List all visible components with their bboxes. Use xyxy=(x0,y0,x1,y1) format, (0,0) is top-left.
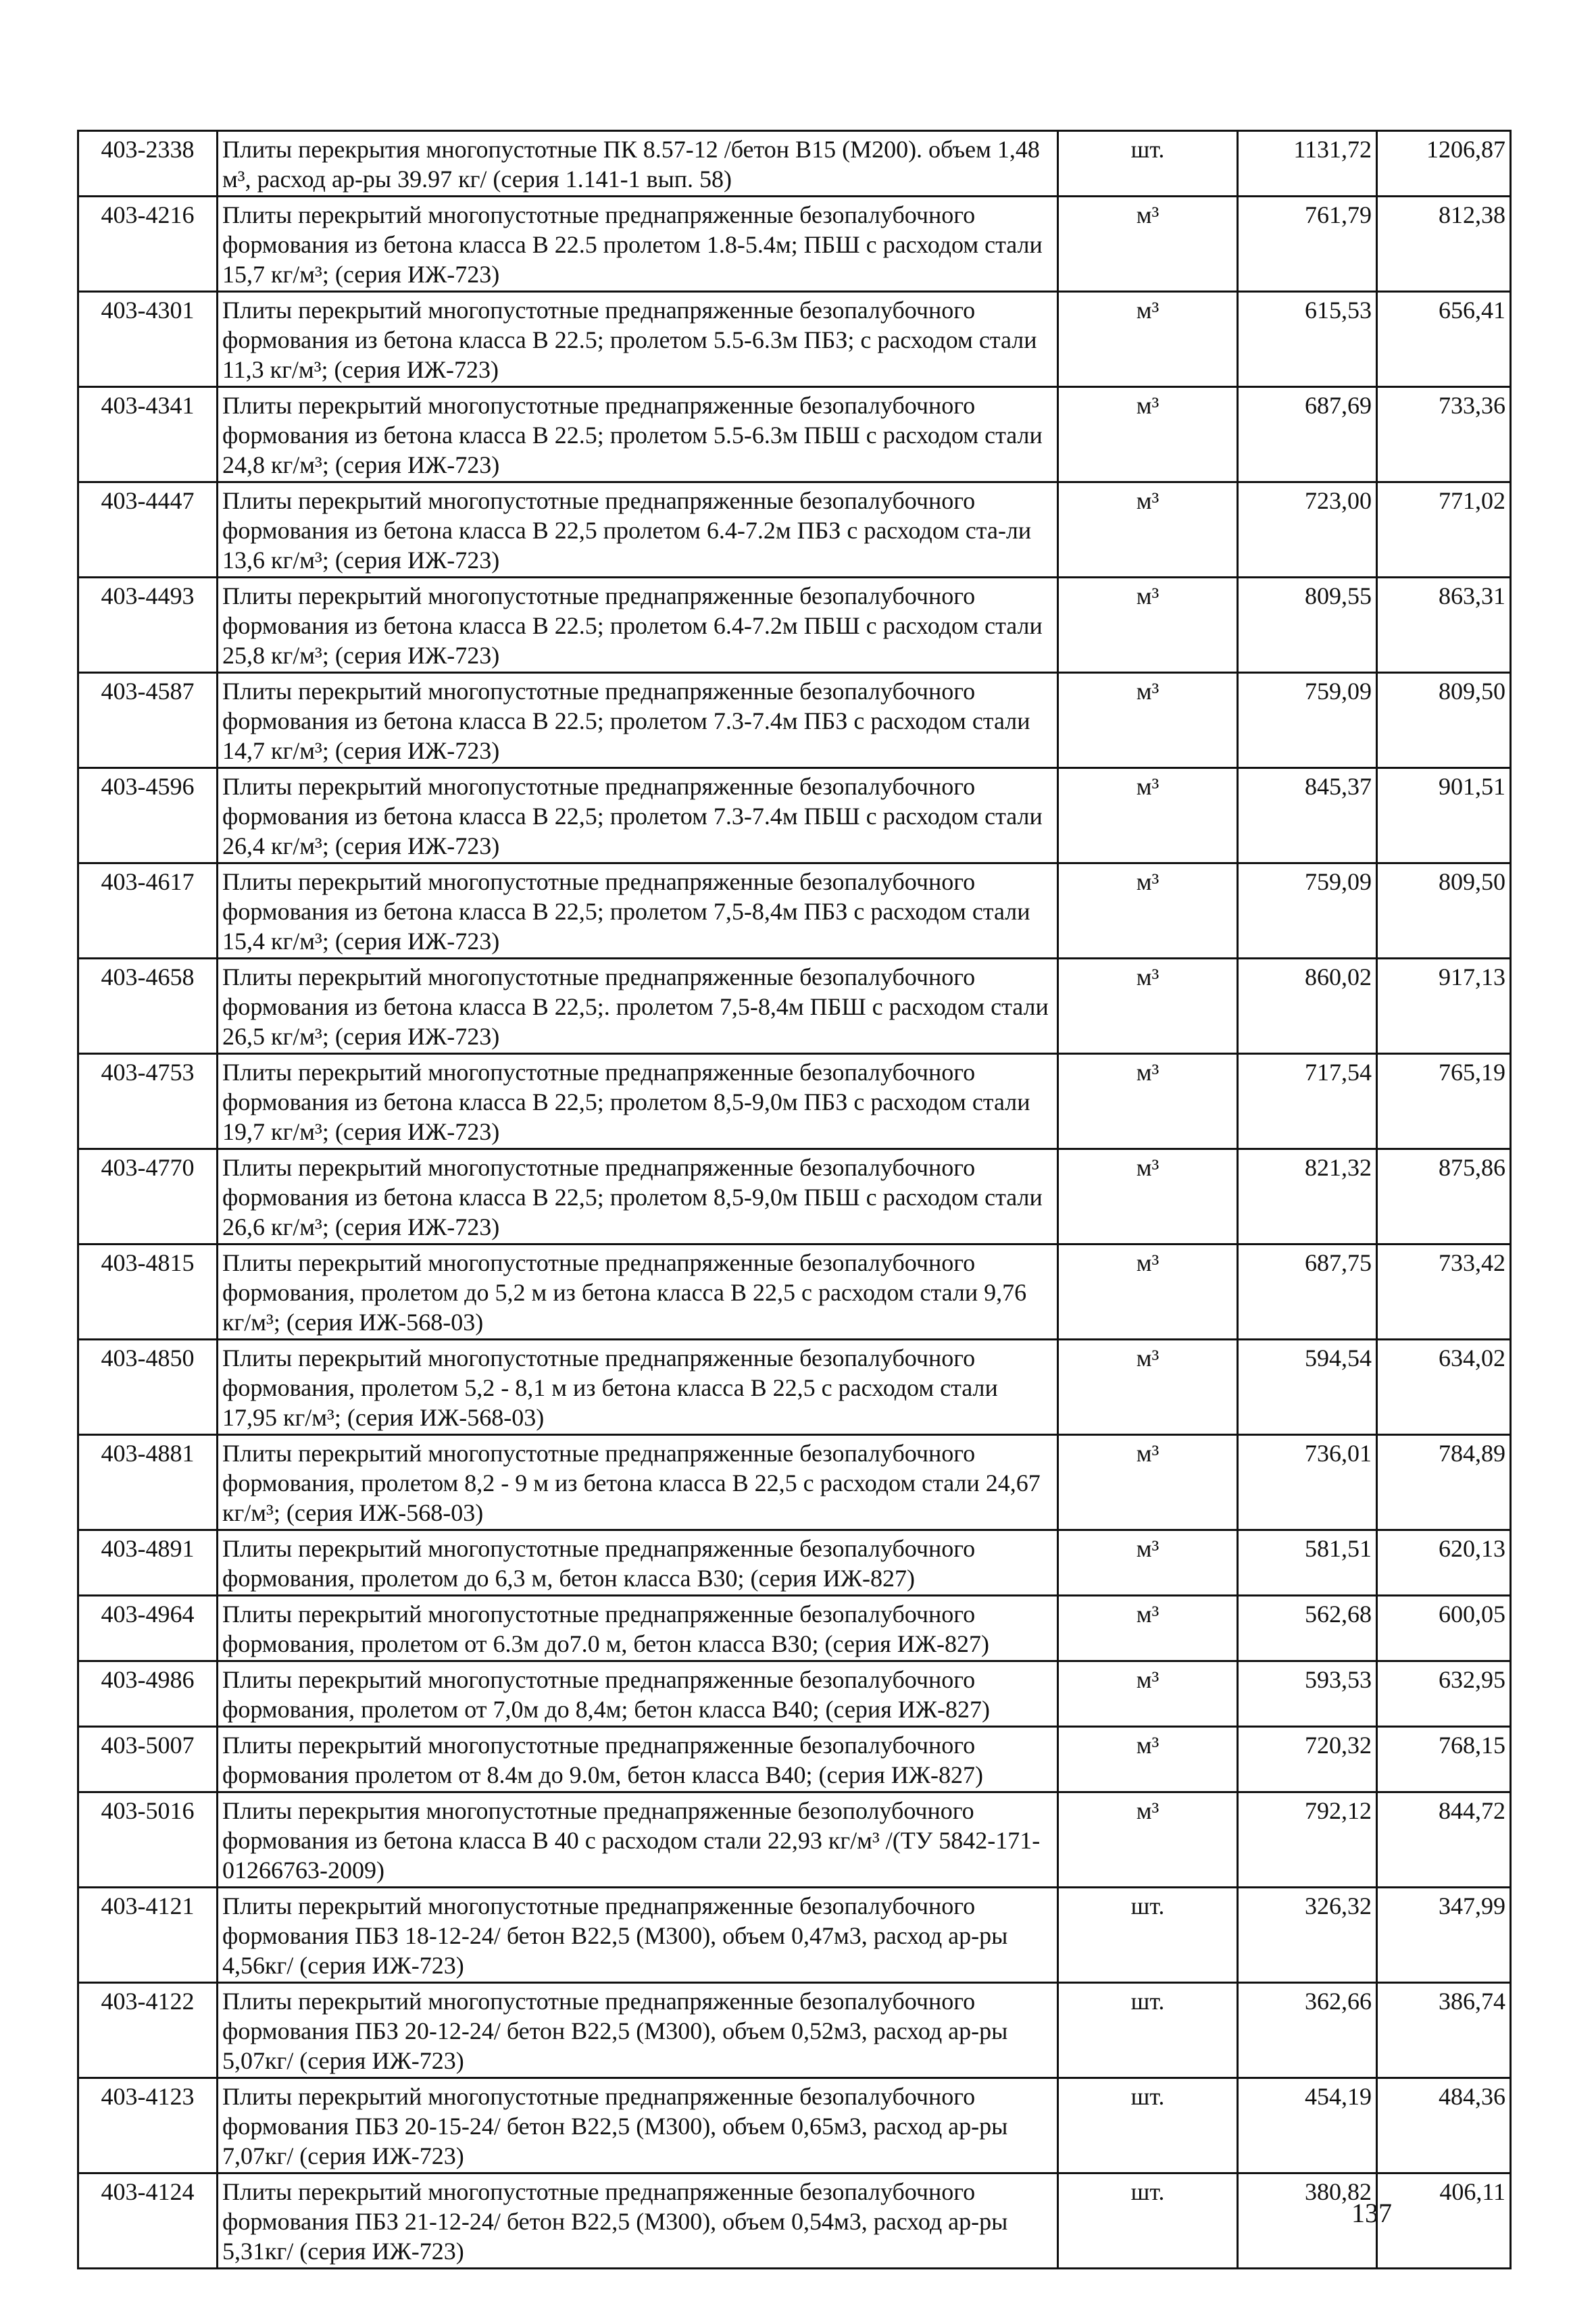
price-table xyxy=(77,130,1512,2269)
table-row xyxy=(78,387,1511,482)
item-price-1: 809,55 xyxy=(1238,578,1377,673)
item-description: Плиты перекрытий многопустотные преднапряженные безопалубочного формования из бетона класса В 22,5; пролетом 8,5-9,0м ПБЗ с расходом стали 19,7 кг/м³; (серия ИЖ-723) xyxy=(218,1054,1058,1149)
table-row xyxy=(78,1340,1511,1435)
item-description: Плиты перекрытий многопустотные преднапряженные безопалубочного формования, пролетом 8,2 - 9 м из бетона класса В 22,5 с расходом стали 24,67 кг/м³; (серия ИЖ-568-03) xyxy=(218,1435,1058,1530)
item-price-1: 759,09 xyxy=(1238,863,1377,959)
item-code: 403-4881 xyxy=(78,1435,218,1530)
item-description: Плиты перекрытий многопустотные преднапряженные безопалубочного формования, пролетом 5,2 - 8,1 м из бетона класса В 22,5 с расходом стали 17,95 кг/м³; (серия ИЖ-568-03) xyxy=(218,1340,1058,1435)
item-description: Плиты перекрытий многопустотные преднапряженные безопалубочного формования из бетона класса В 22.5 пролетом 1.8-5.4м; ПБШ с расходом стали 15,7 кг/м³; (серия ИЖ-723) xyxy=(218,197,1058,292)
item-price-2: 386,74 xyxy=(1377,1983,1511,2078)
item-code: 403-4123 xyxy=(78,2078,218,2173)
item-price-2: 771,02 xyxy=(1377,482,1511,578)
item-code: 403-4216 xyxy=(78,197,218,292)
table-row xyxy=(78,1888,1511,1983)
item-unit: м³ xyxy=(1058,387,1238,482)
item-price-1: 761,79 xyxy=(1238,197,1377,292)
item-code: 403-4493 xyxy=(78,578,218,673)
item-unit: шт. xyxy=(1058,1888,1238,1983)
table-row xyxy=(78,578,1511,673)
item-price-1: 687,75 xyxy=(1238,1244,1377,1340)
item-price-1: 687,69 xyxy=(1238,387,1377,482)
item-price-2: 1206,87 xyxy=(1377,131,1511,197)
item-unit: м³ xyxy=(1058,673,1238,768)
item-unit: шт. xyxy=(1058,2078,1238,2173)
page-number: 137 xyxy=(1351,2198,1392,2228)
item-price-1: 759,09 xyxy=(1238,673,1377,768)
item-price-2: 768,15 xyxy=(1377,1727,1511,1792)
table-row xyxy=(78,1530,1511,1596)
item-price-1: 736,01 xyxy=(1238,1435,1377,1530)
item-unit: м³ xyxy=(1058,768,1238,863)
table-row xyxy=(78,1435,1511,1530)
item-price-2: 784,89 xyxy=(1377,1435,1511,1530)
price-table-body xyxy=(78,131,1511,2269)
item-unit: м³ xyxy=(1058,1340,1238,1435)
item-price-2: 812,38 xyxy=(1377,197,1511,292)
item-unit: м³ xyxy=(1058,1244,1238,1340)
item-description: Плиты перекрытий многопустотные преднапряженные безопалубочного формования из бетона класса В 22,5;. пролетом 7,5-8,4м ПБШ с расходом стали 26,5 кг/м³; (серия ИЖ-723) xyxy=(218,959,1058,1054)
item-code: 403-5016 xyxy=(78,1792,218,1888)
item-unit: м³ xyxy=(1058,1792,1238,1888)
table-row xyxy=(78,197,1511,292)
item-unit: м³ xyxy=(1058,197,1238,292)
item-code: 403-4121 xyxy=(78,1888,218,1983)
item-description: Плиты перекрытий многопустотные преднапряженные безопалубочного формования из бетона класса В 22.5; пролетом 5.5-6.3м ПБШ с расходом стали 24,8 кг/м³; (серия ИЖ-723) xyxy=(218,387,1058,482)
item-description: Плиты перекрытий многопустотные преднапряженные безопалубочного формования ПБЗ 18-12-24/ бетон В22,5 (М300), объем 0,47м3, расход ар-ры 4,56кг/ (серия ИЖ-723) xyxy=(218,1888,1058,1983)
item-price-2: 875,86 xyxy=(1377,1149,1511,1244)
table-row xyxy=(78,1054,1511,1149)
item-price-1: 593,53 xyxy=(1238,1661,1377,1727)
table-row xyxy=(78,1983,1511,2078)
item-price-2: 863,31 xyxy=(1377,578,1511,673)
table-row xyxy=(78,131,1511,197)
table-row xyxy=(78,482,1511,578)
item-unit: м³ xyxy=(1058,578,1238,673)
table-row xyxy=(78,1661,1511,1727)
item-unit: м³ xyxy=(1058,1054,1238,1149)
item-code: 403-4850 xyxy=(78,1340,218,1435)
item-price-1: 562,68 xyxy=(1238,1596,1377,1661)
item-unit: м³ xyxy=(1058,292,1238,387)
table-row xyxy=(78,673,1511,768)
item-code: 403-4658 xyxy=(78,959,218,1054)
item-code: 403-4770 xyxy=(78,1149,218,1244)
item-price-2: 809,50 xyxy=(1377,673,1511,768)
item-code: 403-2338 xyxy=(78,131,218,197)
item-unit: м³ xyxy=(1058,1727,1238,1792)
item-unit: м³ xyxy=(1058,863,1238,959)
item-code: 403-4587 xyxy=(78,673,218,768)
item-price-2: 484,36 xyxy=(1377,2078,1511,2173)
item-price-2: 844,72 xyxy=(1377,1792,1511,1888)
item-unit: м³ xyxy=(1058,1530,1238,1596)
item-price-2: 917,13 xyxy=(1377,959,1511,1054)
item-price-1: 326,32 xyxy=(1238,1888,1377,1983)
item-price-1: 362,66 xyxy=(1238,1983,1377,2078)
item-unit: м³ xyxy=(1058,1661,1238,1727)
item-price-2: 733,36 xyxy=(1377,387,1511,482)
item-price-1: 1131,72 xyxy=(1238,131,1377,197)
item-price-1: 821,32 xyxy=(1238,1149,1377,1244)
item-price-1: 380,82 xyxy=(1238,2173,1377,2269)
item-description: Плиты перекрытий многопустотные преднапряженные безопалубочного формования из бетона класса В 22,5; пролетом 7.3-7.4м ПБШ с расходом стали 26,4 кг/м³; (серия ИЖ-723) xyxy=(218,768,1058,863)
item-code: 403-4596 xyxy=(78,768,218,863)
item-unit: м³ xyxy=(1058,959,1238,1054)
item-price-1: 720,32 xyxy=(1238,1727,1377,1792)
table-row xyxy=(78,1244,1511,1340)
item-unit: шт. xyxy=(1058,2173,1238,2269)
item-code: 403-4753 xyxy=(78,1054,218,1149)
item-price-2: 406,11 xyxy=(1377,2173,1511,2269)
item-description: Плиты перекрытий многопустотные преднапряженные безопалубочного формования ПБЗ 21-12-24/ бетон В22,5 (М300), объем 0,54м3, расход ар-ры 5,31кг/ (серия ИЖ-723) xyxy=(218,2173,1058,2269)
item-unit: м³ xyxy=(1058,1596,1238,1661)
item-description: Плиты перекрытий многопустотные преднапряженные безопалубочного формования из бетона класса В 22.5; пролетом 7.3-7.4м ПБЗ с расходом стали 14,7 кг/м³; (серия ИЖ-723) xyxy=(218,673,1058,768)
item-price-2: 620,13 xyxy=(1377,1530,1511,1596)
item-description: Плиты перекрытий многопустотные преднапряженные безопалубочного формования ПБЗ 20-15-24/ бетон В22,5 (М300), объем 0,65м3, расход ар-ры 7,07кг/ (серия ИЖ-723) xyxy=(218,2078,1058,2173)
item-price-1: 594,54 xyxy=(1238,1340,1377,1435)
item-unit: шт. xyxy=(1058,131,1238,197)
item-unit: м³ xyxy=(1058,482,1238,578)
item-description: Плиты перекрытий многопустотные преднапряженные безопалубочного формования, пролетом от 6.3м до7.0 м, бетон класса В30; (серия ИЖ-827) xyxy=(218,1596,1058,1661)
item-price-2: 634,02 xyxy=(1377,1340,1511,1435)
item-price-2: 632,95 xyxy=(1377,1661,1511,1727)
item-code: 403-4617 xyxy=(78,863,218,959)
item-code: 403-4341 xyxy=(78,387,218,482)
item-description: Плиты перекрытий многопустотные преднапряженные безопалубочного формования из бетона класса В 22.5; пролетом 6.4-7.2м ПБШ с расходом стали 25,8 кг/м³; (серия ИЖ-723) xyxy=(218,578,1058,673)
item-code: 403-4122 xyxy=(78,1983,218,2078)
item-description: Плиты перекрытий многопустотные преднапряженные безопалубочного формования пролетом от 8.4м до 9.0м, бетон класса В40; (серия ИЖ-827) xyxy=(218,1727,1058,1792)
item-description: Плиты перекрытий многопустотные преднапряженные безопалубочного формования из бетона класса В 22,5; пролетом 8,5-9,0м ПБШ с расходом стали 26,6 кг/м³; (серия ИЖ-723) xyxy=(218,1149,1058,1244)
item-price-1: 717,54 xyxy=(1238,1054,1377,1149)
item-description: Плиты перекрытия многопустотные преднапряженные безополубочного формования из бетона класса В 40 с расходом стали 22,93 кг/м³ /(ТУ 5842-171-01266763-2009) xyxy=(218,1792,1058,1888)
item-code: 403-5007 xyxy=(78,1727,218,1792)
item-price-2: 656,41 xyxy=(1377,292,1511,387)
item-code: 403-4301 xyxy=(78,292,218,387)
item-price-2: 733,42 xyxy=(1377,1244,1511,1340)
item-description: Плиты перекрытия многопустотные ПК 8.57-12 /бетон В15 (М200). объем 1,48 м³, расход ар-ры 39.97 кг/ (серия 1.141-1 вып. 58) xyxy=(218,131,1058,197)
table-row xyxy=(78,863,1511,959)
item-code: 403-4124 xyxy=(78,2173,218,2269)
table-row xyxy=(78,768,1511,863)
item-price-1: 845,37 xyxy=(1238,768,1377,863)
item-description: Плиты перекрытий многопустотные преднапряженные безопалубочного формования, пролетом от 7,0м до 8,4м; бетон класса В40; (серия ИЖ-827) xyxy=(218,1661,1058,1727)
item-code: 403-4986 xyxy=(78,1661,218,1727)
item-code: 403-4447 xyxy=(78,482,218,578)
item-unit: м³ xyxy=(1058,1435,1238,1530)
item-description: Плиты перекрытий многопустотные преднапряженные безопалубочного формования, пролетом до 6,3 м, бетон класса В30; (серия ИЖ-827) xyxy=(218,1530,1058,1596)
item-price-1: 581,51 xyxy=(1238,1530,1377,1596)
item-price-1: 615,53 xyxy=(1238,292,1377,387)
item-code: 403-4891 xyxy=(78,1530,218,1596)
item-description: Плиты перекрытий многопустотные преднапряженные безопалубочного формования из бетона класса В 22,5; пролетом 7,5-8,4м ПБЗ с расходом стали 15,4 кг/м³; (серия ИЖ-723) xyxy=(218,863,1058,959)
item-description: Плиты перекрытий многопустотные преднапряженные безопалубочного формования из бетона класса В 22,5 пролетом 6.4-7.2м ПБЗ с расходом ста-ли 13,6 кг/м³; (серия ИЖ-723) xyxy=(218,482,1058,578)
item-price-2: 809,50 xyxy=(1377,863,1511,959)
item-code: 403-4964 xyxy=(78,1596,218,1661)
table-row xyxy=(78,2078,1511,2173)
item-price-1: 860,02 xyxy=(1238,959,1377,1054)
table-row xyxy=(78,1727,1511,1792)
item-code: 403-4815 xyxy=(78,1244,218,1340)
item-price-1: 723,00 xyxy=(1238,482,1377,578)
item-description: Плиты перекрытий многопустотные преднапряженные безопалубочного формования, пролетом до 5,2 м из бетона класса В 22,5 с расходом стали 9,76 кг/м³; (серия ИЖ-568-03) xyxy=(218,1244,1058,1340)
table-row xyxy=(78,1149,1511,1244)
table-row xyxy=(78,1596,1511,1661)
item-price-2: 901,51 xyxy=(1377,768,1511,863)
table-row xyxy=(78,959,1511,1054)
table-row xyxy=(78,2173,1511,2269)
item-unit: шт. xyxy=(1058,1983,1238,2078)
table-row xyxy=(78,292,1511,387)
item-price-2: 347,99 xyxy=(1377,1888,1511,1983)
item-price-2: 600,05 xyxy=(1377,1596,1511,1661)
item-price-1: 454,19 xyxy=(1238,2078,1377,2173)
item-price-2: 765,19 xyxy=(1377,1054,1511,1149)
item-description: Плиты перекрытий многопустотные преднапряженные безопалубочного формования из бетона класса В 22.5; пролетом 5.5-6.3м ПБЗ; с расходом стали 11,3 кг/м³; (серия ИЖ-723) xyxy=(218,292,1058,387)
item-unit: м³ xyxy=(1058,1149,1238,1244)
item-price-1: 792,12 xyxy=(1238,1792,1377,1888)
table-row xyxy=(78,1792,1511,1888)
item-description: Плиты перекрытий многопустотные преднапряженные безопалубочного формования ПБЗ 20-12-24/ бетон В22,5 (М300), объем 0,52м3, расход ар-ры 5,07кг/ (серия ИЖ-723) xyxy=(218,1983,1058,2078)
